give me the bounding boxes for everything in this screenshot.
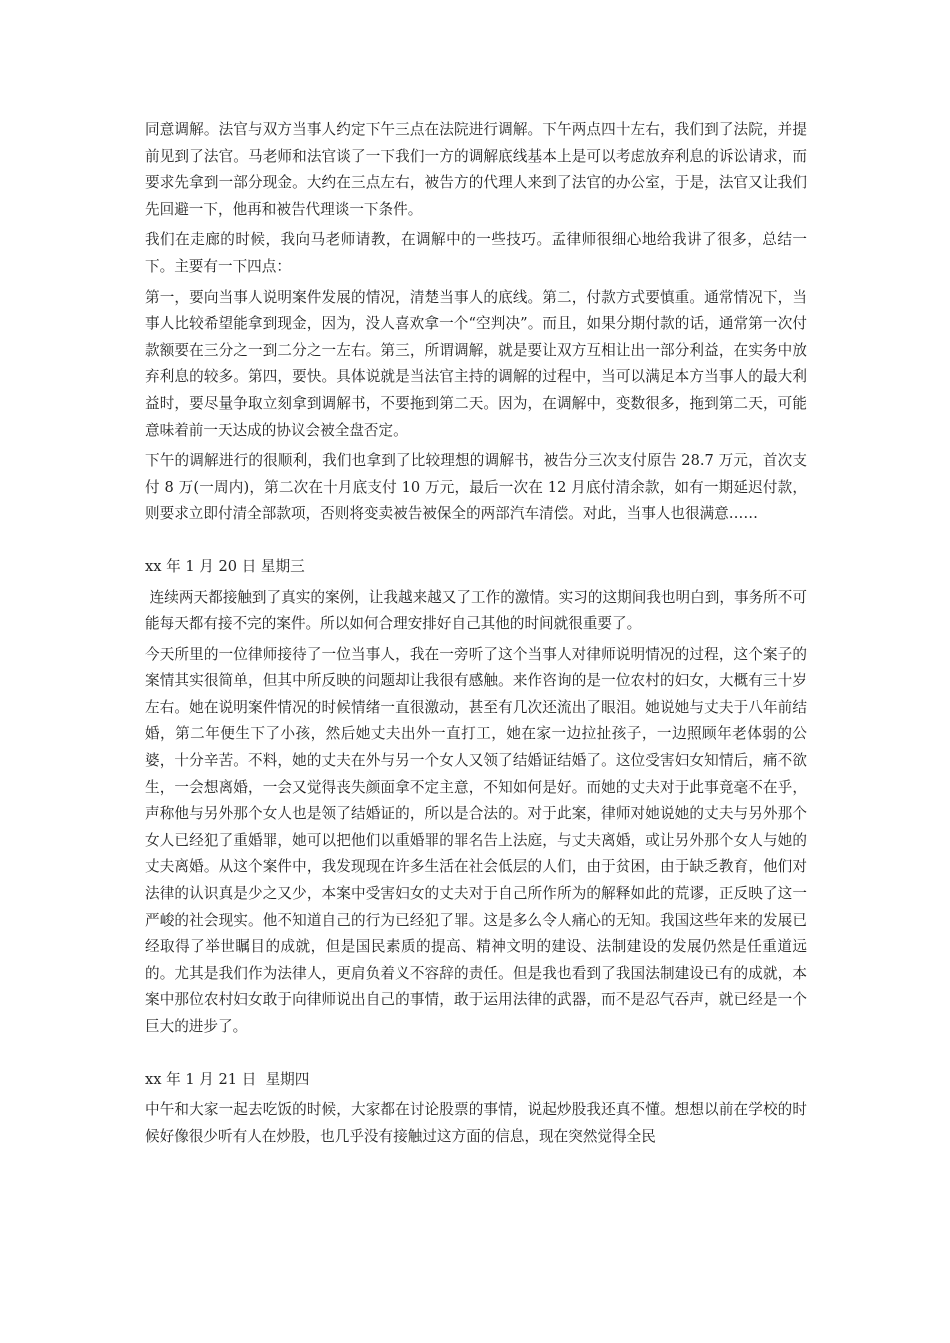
diary-section-3 bbox=[145, 1067, 807, 1151]
paragraph: 我们在走廊的时候，我向马老师请教，在调解中的一些技巧。孟律师很细心地给我讲了很多，总结一下。主要有一下四点： bbox=[145, 231, 807, 275]
diary-section-2 bbox=[145, 554, 807, 1041]
document-page bbox=[145, 117, 807, 1154]
date-heading: xx 年 1 月 20 日 星期三 bbox=[145, 557, 305, 575]
paragraph: 同意调解。法官与双方当事人约定下午三点在法院进行调解。下午两点四十左右，我们到了法院，并提前见到了法官。马老师和法官谈了一下我们一方的调解底线基本上是可以考虑放弃利息的诉讼请求，而要求先拿到一部分现金。大约在三点左右，被告方的代理人来到了法官的办公室，于是，法官又让我们先回避一下，他再和被告代理谈一下条件。 bbox=[145, 121, 807, 218]
paragraph: 今天所里的一位律师接待了一位当事人，我在一旁听了这个当事人对律师说明情况的过程，这个案子的案情其实很简单，但其中所反映的问题却让我很有感触。来作咨询的是一位农村的妇女，大概有三十岁左右。她在说明案件情况的时候情绪一直很激动，甚至有几次还流出了眼泪。她说她与丈夫于八年前结婚，第二年便生下了小孩，然后她丈夫出外一直打工，她在家一边拉扯孩子，一边照顾年老体弱的公婆，十分辛苦。不料，她的丈夫在外与另一个女人又领了结婚证结婚了。这位受害妇女知情后，痛不欲生，一会想离婚，一会又觉得丧失颜面拿不定主意，不知如何是好。而她的丈夫对于此事竟毫不在乎，声称他与另外那个女人也是领了结婚证的，所以是合法的。对于此案，律师对她说她的丈夫与另外那个女人已经犯了重婚罪，她可以把他们以重婚罪的罪名告上法庭，与丈夫离婚，或让另外那个女人与她的丈夫离婚。从这个案件中，我发现现在许多生活在社会低层的人们，由于贫困，由于缺乏教育，他们对法律的认识真是少之又少，本案中受害妇女的丈夫对于自己所作所为的解释如此的荒谬，正反映了这一严峻的社会现实。他不知道自己的行为已经犯了罪。这是多么令人痛心的无知。我国这些年来的发展已经取得了举世瞩目的成就，但是国民素质的提高、精神文明的建设、法制建设的发展仍然是任重道远的。尤其是我们作为法律人，更肩负着义不容辞的责任。但是我也看到了我国法制建设已有的成就，本案中那位农村妇女敢于向律师说出自己的事情，敢于运用法律的武器，而不是忍气吞声，就已经是一个巨大的进步了。 bbox=[145, 645, 807, 1035]
paragraph: 第一，要向当事人说明案件发展的情况，清楚当事人的底线。第二，付款方式要慎重。通常情况下，当事人比较希望能拿到现金，因为，没人喜欢拿一个“空判决”。而且，如果分期付款的话，通常第一次付款额要在三分之一到二分之一左右。第三，所谓调解，就是要让双方互相让出一部分利益，在实务中放弃利息的较多。第四，要快。具体说就是当法官主持的调解的过程中，当可以满足本方当事人的最大利益时，要尽量争取立刻拿到调解书，不要拖到第二天。因为，在调解中，变数很多，拖到第二天，可能意味着前一天达成的协议会被全盘否定。 bbox=[145, 288, 807, 439]
diary-section-1 bbox=[145, 117, 807, 528]
paragraph: 下午的调解进行的很顺利，我们也拿到了比较理想的调解书，被告分三次支付原告 28.7 万元，首次支付 8 万(一周内)，第二次在十月底支付 10 万元，最后一次在 12 月底付清余款，如有一期延迟付款，则要求立即付清全部款项，否则将变卖被告被保全的两部汽车清偿。对此，当事人也很满意…… bbox=[145, 452, 807, 523]
paragraph: 中午和大家一起去吃饭的时候，大家都在讨论股票的事情，说起炒股我还真不懂。想想以前在学校的时候好像很少听有人在炒股，也几乎没有接触过这方面的信息，现在突然觉得全民 bbox=[145, 1101, 807, 1145]
paragraph: 连续两天都接触到了真实的案例，让我越来越又了工作的激情。实习的这期间我也明白到，事务所不可能每天都有接不完的案件。所以如何合理安排好自己其他的时间就很重要了。 bbox=[145, 588, 807, 633]
date-heading: xx 年 1 月 21 日 星期四 bbox=[145, 1070, 310, 1088]
